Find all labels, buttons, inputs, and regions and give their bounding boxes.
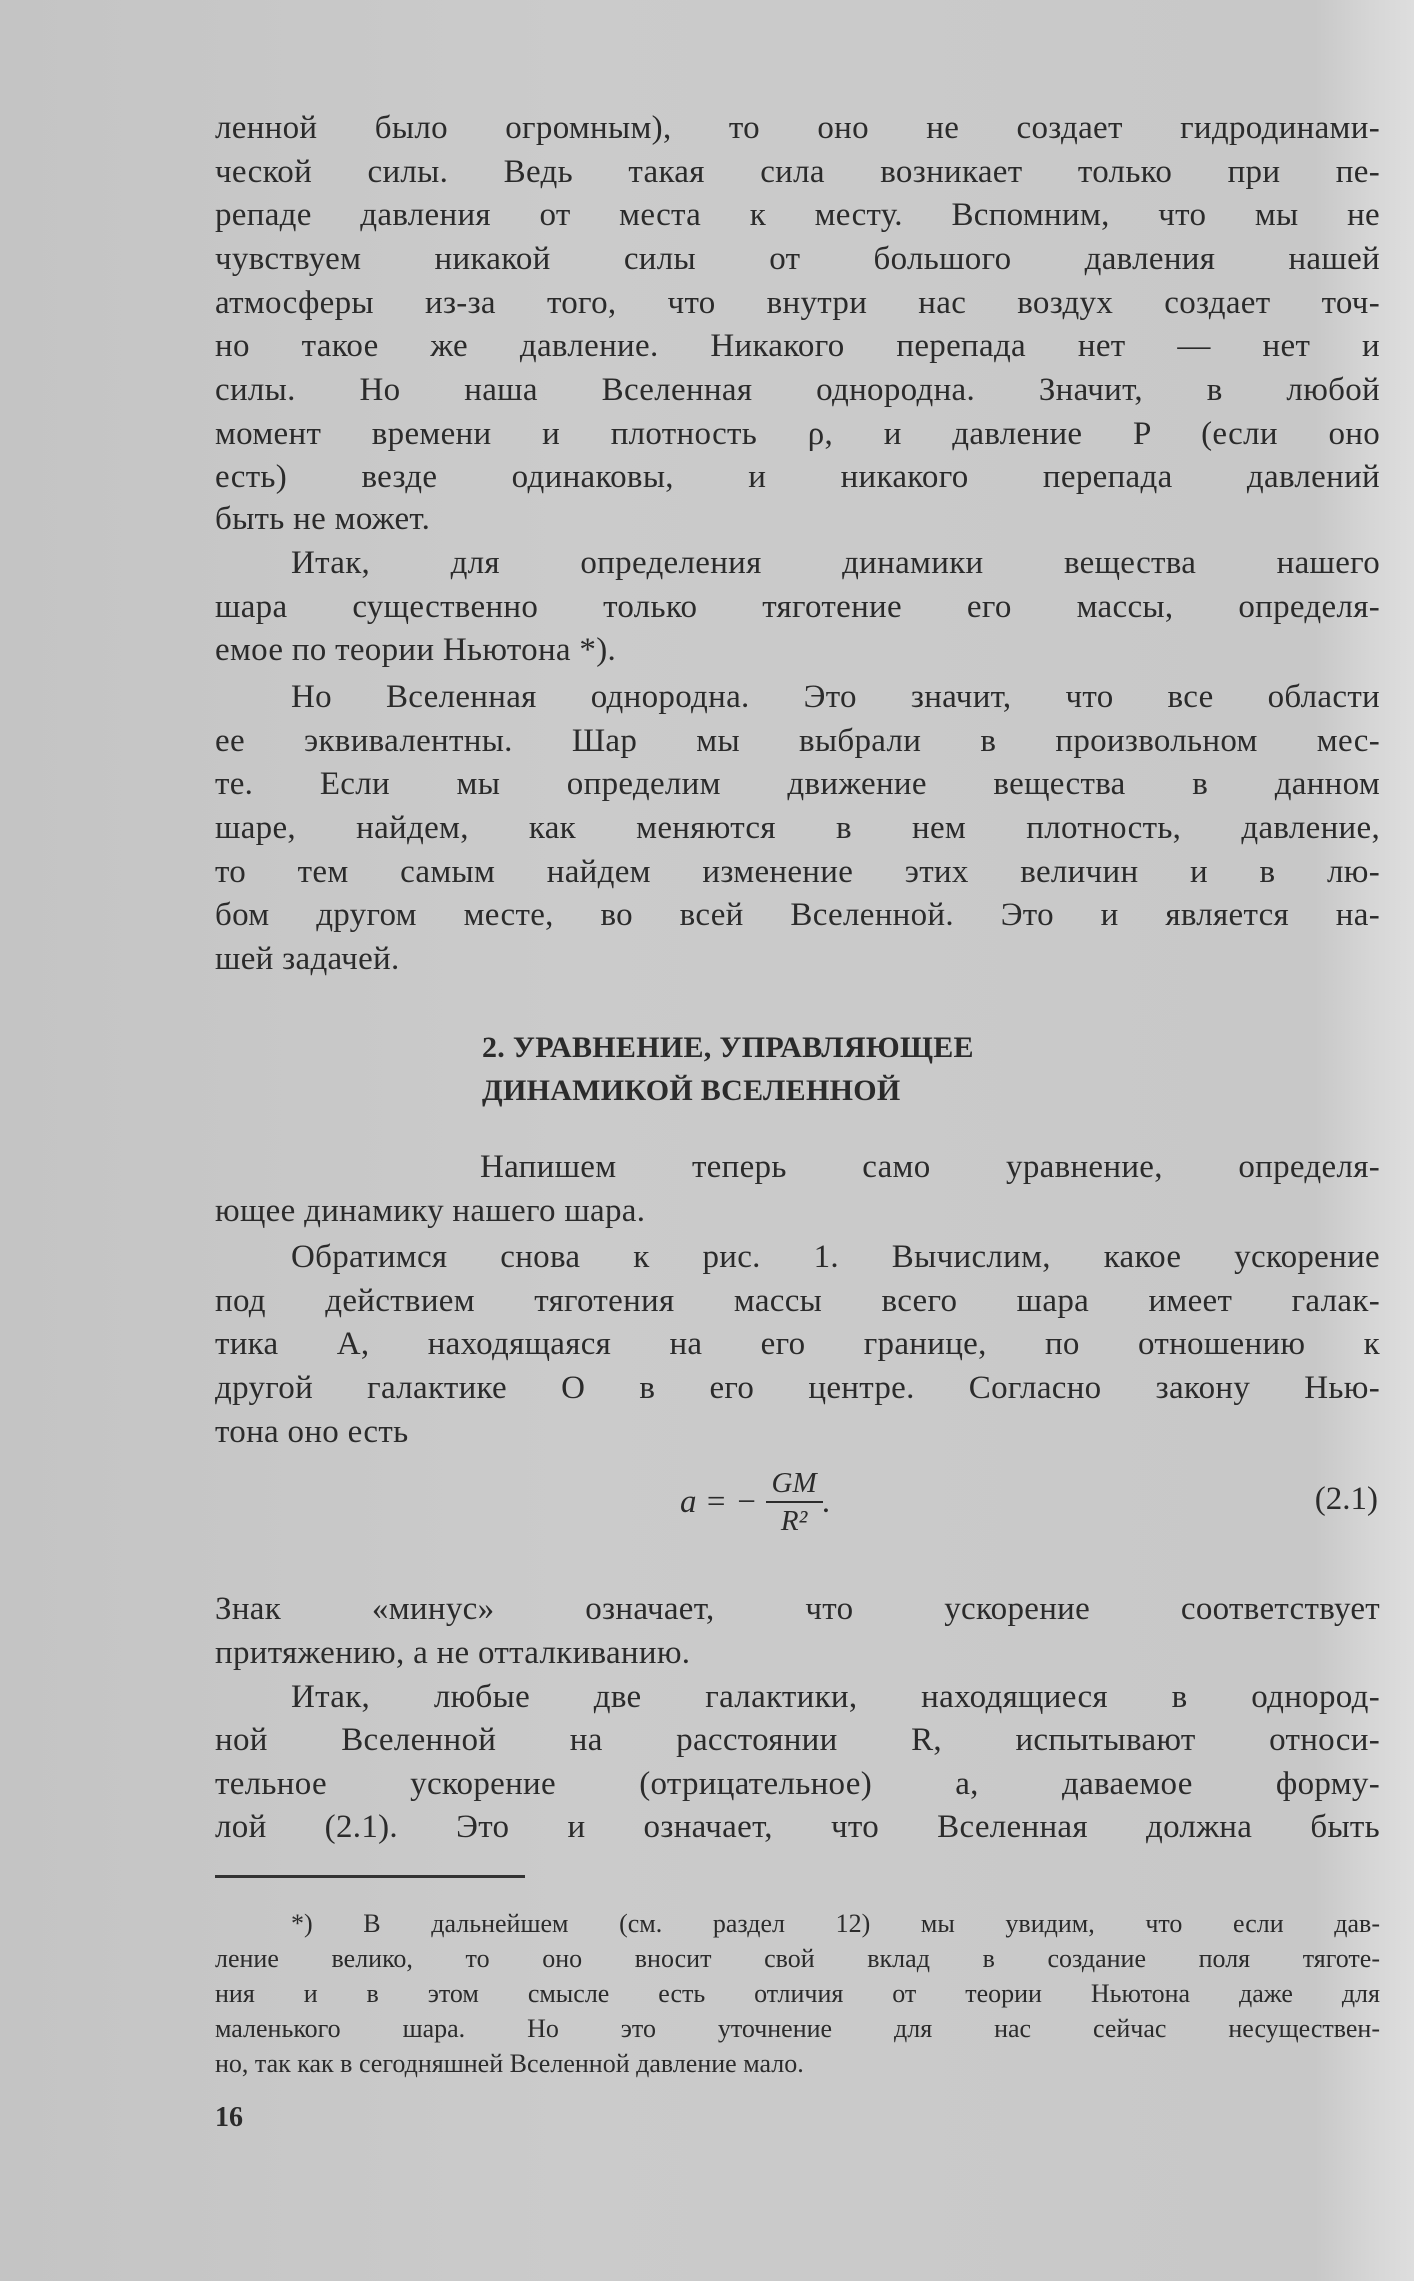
- text-line: ческой силы. Ведь такая сила возникает только при пе-: [215, 154, 1380, 190]
- text-line: но такое же давление. Никакого перепада нет — нет и: [215, 328, 1380, 364]
- text-line: притяжению, а не отталкиванию.: [215, 1635, 691, 1671]
- text-line: репаде давления от места к месту. Вспомним, что мы не: [215, 197, 1380, 233]
- text-line: быть не может.: [215, 501, 431, 537]
- footnote-line: ление велико, то оно вносит свой вклад в создание поля тяготе-: [215, 1944, 1380, 1973]
- text-line: Но Вселенная однородна. Это значит, что все области: [291, 679, 1380, 715]
- text-line: тона оно есть: [215, 1414, 409, 1450]
- text-line: Напишем теперь само уравнение, определя-: [480, 1149, 1380, 1185]
- text-line: ной Вселенной на расстоянии R, испытывают относи-: [215, 1722, 1380, 1758]
- text-line: лой (2.1). Это и означает, что Вселенная должна быть: [215, 1809, 1380, 1845]
- text-line: силы. Но наша Вселенная однородна. Значит, в любой: [215, 372, 1380, 408]
- text-line: те. Если мы определим движение вещества в данном: [215, 766, 1380, 802]
- text-line: другой галактике O в его центре. Согласно закону Нью-: [215, 1370, 1380, 1406]
- text-line: Знак «минус» означает, что ускорение соответствует: [215, 1591, 1380, 1627]
- text-line: чувствуем никакой силы от большого давления нашей: [215, 241, 1380, 277]
- equation-fraction: [766, 1465, 823, 1539]
- text-line: Обратимся снова к рис. 1. Вычислим, какое ускорение: [291, 1239, 1380, 1275]
- text-line: шаре, найдем, как меняются в нем плотность, давление,: [215, 810, 1380, 846]
- text-line: то тем самым найдем изменение этих величин и в лю-: [215, 854, 1380, 890]
- footnote-divider: [215, 1875, 525, 1878]
- text-line: ющее динамику нашего шара.: [215, 1193, 646, 1229]
- equation-numerator: GM: [766, 1465, 823, 1503]
- text-line: емое по теории Ньютона *).: [215, 632, 617, 668]
- text-line: под действием тяготения массы всего шара имеет галак-: [215, 1283, 1380, 1319]
- text-line: момент времени и плотность ρ, и давление P (если оно: [215, 416, 1380, 452]
- text-line: бом другом месте, во всей Вселенной. Это и является на-: [215, 897, 1380, 933]
- text-line: тика A, находящаяся на его границе, по отношению к: [215, 1326, 1380, 1362]
- footnote-line: ния и в этом смысле есть отличия от теории Ньютона даже для: [215, 1979, 1380, 2008]
- text-line: есть) везде одинаковы, и никакого перепада давлений: [215, 459, 1380, 495]
- equation-lhs: a = −: [680, 1483, 758, 1520]
- text-line: ленной было огромным), то оно не создает гидродинами-: [215, 110, 1380, 146]
- equation-suffix: .: [822, 1483, 831, 1520]
- text-line: шей задачей.: [215, 941, 400, 977]
- footnote-line: но, так как в сегодняшней Вселенной давление мало.: [215, 2049, 804, 2078]
- text-line: шара существенно только тяготение его массы, определя-: [215, 589, 1380, 625]
- text-line: Итак, любые две галактики, находящиеся в однород-: [291, 1679, 1380, 1715]
- section-heading: ДИНАМИКОЙ ВСЕЛЕННОЙ: [482, 1074, 901, 1107]
- equation-denominator: R²: [780, 1505, 808, 1537]
- page-number: 16: [215, 2102, 243, 2133]
- equation-number: (2.1): [1314, 1481, 1378, 1517]
- text-line: атмосферы из-за того, что внутри нас воздух создает точ-: [215, 285, 1380, 321]
- section-heading: 2. УРАВНЕНИЕ, УПРАВЛЯЮЩЕЕ: [482, 1031, 974, 1064]
- text-line: тельное ускорение (отрицательное) a, даваемое форму-: [215, 1766, 1380, 1802]
- footnote-line: *) В дальнейшем (см. раздел 12) мы увидим, что если дав-: [291, 1909, 1380, 1938]
- text-line: ее эквивалентны. Шар мы выбрали в произвольном мес-: [215, 723, 1380, 759]
- equation-2-1: [680, 1462, 831, 1542]
- footnote-line: маленького шара. Но это уточнение для нас сейчас несуществен-: [215, 2014, 1380, 2043]
- text-line: Итак, для определения динамики вещества нашего: [291, 545, 1380, 581]
